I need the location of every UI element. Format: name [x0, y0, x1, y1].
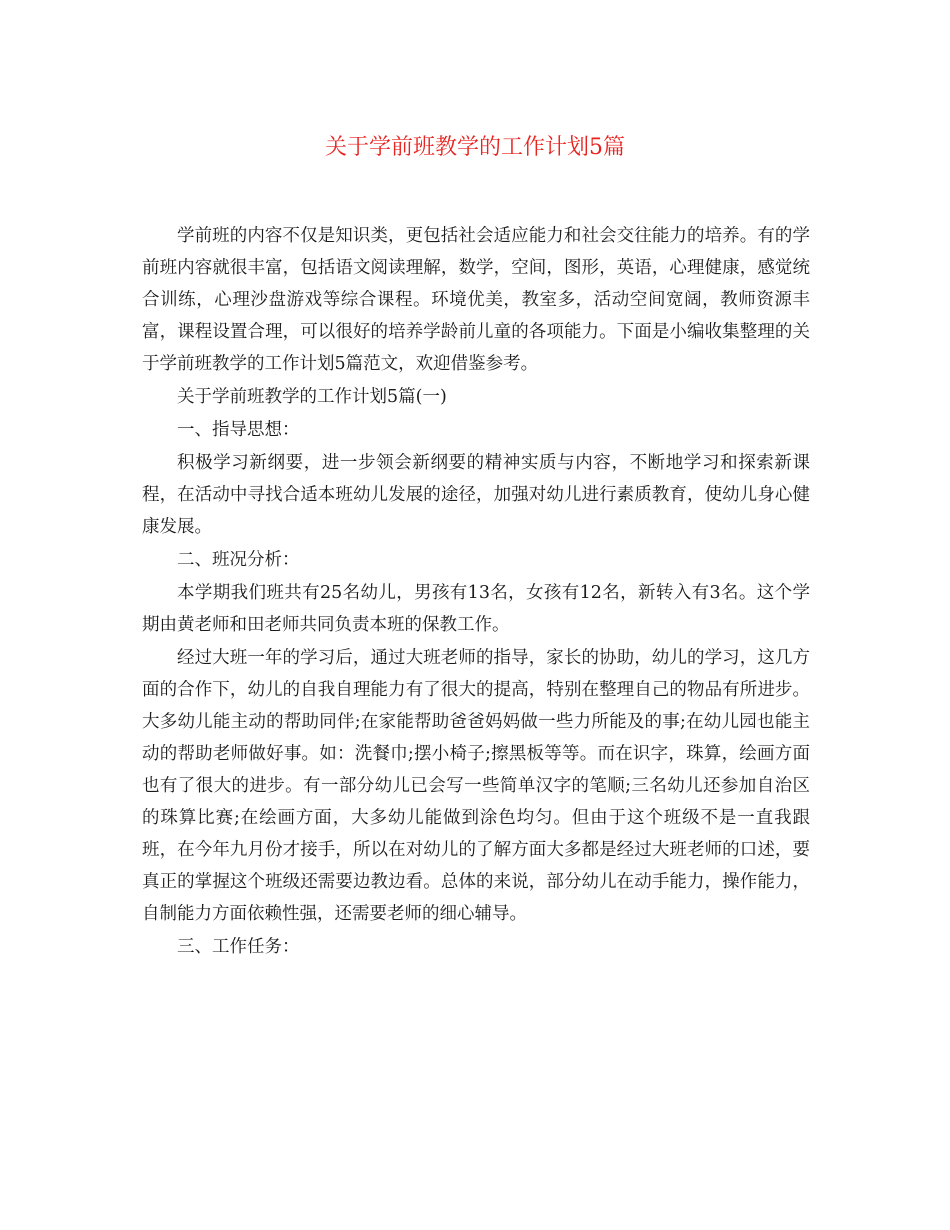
section-heading-work-tasks: 三、工作任务： [177, 937, 300, 957]
class-progress-paragraph: 经过大班一年的学习后，通过大班老师的指导，家长的协助，幼儿的学习，这几方面的合作下，幼儿的自我自理能力有了很大的提高，特别在整理自己的物品有所进步。大多幼儿能主动的帮助同伴;在家能帮助爸爸妈妈做一些力所能及的事;在幼儿园也能主动的帮助老师做好事。如：洗餐巾;摆小椅子;擦黑板等等。而在识字，珠算，绘画方面也有了很大的进步。有一部分幼儿已会写一些简单汉字的笔顺;三名幼儿还参加自治区的珠算比赛;在绘画方面，大多幼儿能做到涂色均匀。但由于这个班级不是一直我跟班，在今年九月份才接手，所以在对幼儿的了解方面大多都是经过大班老师的口述，要真正的掌握这个班级还需要边教边看。总体的来说，部分幼儿在动手能力，操作能力，自制能力方面依赖性强，还需要老师的细心辅导。 [142, 648, 810, 924]
class-analysis-paragraph: 本学期我们班共有25名幼儿，男孩有13名，女孩有12名，新转入有3名。这个学期由黄老师和田老师共同负责本班的保教工作。 [142, 583, 810, 635]
intro-paragraph: 学前班的内容不仅是知识类，更包括社会适应能力和社会交往能力的培养。有的学前班内容就很丰富，包括语文阅读理解，数学，空间，图形，英语，心理健康，感觉统合训练，心理沙盘游戏等综合课程。环境优美，教室多，活动空间宽阔，教师资源丰富，课程设置合理，可以很好的培养学龄前儿童的各项能力。下面是小编收集整理的关于学前班教学的工作计划5篇范文，欢迎借鉴参考。 [142, 226, 810, 374]
document-body [142, 220, 810, 964]
section-heading-plan-one: 关于学前班教学的工作计划5篇(一) [177, 387, 447, 407]
document-title: 关于学前班教学的工作计划5篇 [325, 135, 625, 160]
section-heading-guiding-thought: 一、指导思想： [177, 420, 300, 440]
section-heading-class-analysis: 二、班况分析： [177, 550, 300, 570]
guiding-thought-paragraph: 积极学习新纲要，进一步领会新纲要的精神实质与内容，不断地学习和探索新课程，在活动中寻找合适本班幼儿发展的途径，加强对幼儿进行素质教育，使幼儿身心健康发展。 [142, 453, 810, 537]
